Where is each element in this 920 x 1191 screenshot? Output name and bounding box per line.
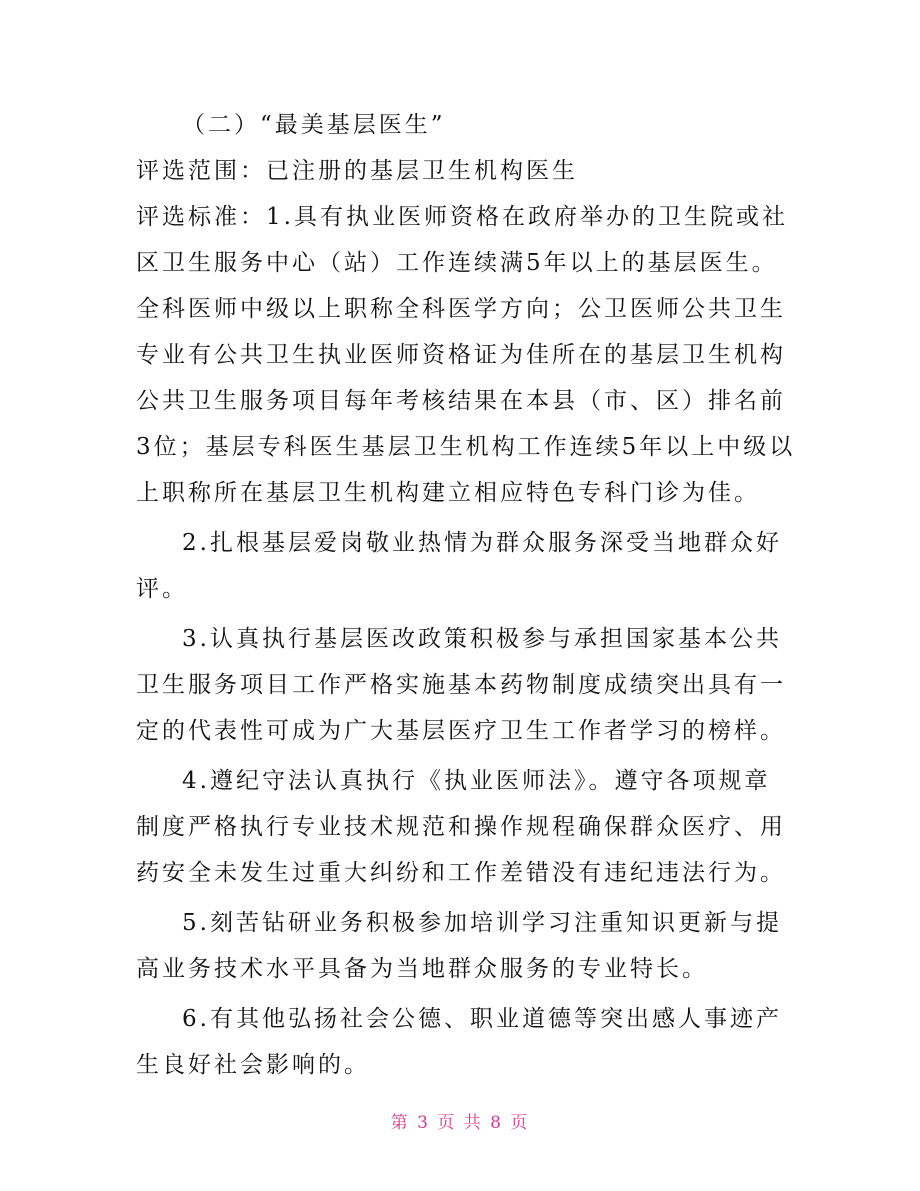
criteria-item-2: 2.扎根基层爱岗敬业热情为群众服务深受当地群众好评。: [136, 530, 782, 602]
criteria-item-5: 5.刻苦钻研业务积极参加培训学习注重知识更新与提高业务技术水平具备为当地群众服务的专业特长。: [136, 910, 782, 982]
selection-scope: 评选范围：已注册的基层卫生机构医生: [136, 158, 578, 184]
section-title: （二）“最美基层医生”: [182, 112, 446, 138]
document-body: [136, 102, 796, 1088]
criteria-item-3: 3.认真执行基层医改政策积极参与承担国家基本公共卫生服务项目工作严格实施基本药物制度成绩突出具有一定的代表性可成为广大基层医疗卫生工作者学习的榜样。: [136, 626, 786, 744]
selection-criteria-intro: 评选标准：1.具有执业医师资格在政府举办的卫生院或社区卫生服务中心（站）工作连续满5年以上的基层医生。全科医师中级以上职称全科医学方向；公卫医师公共卫生专业有公共卫生执业医师资格证为佳所在的基层卫生机构公共卫生服务项目每年考核结果在本县（市、区）排名前3位；基层专科医生基层卫生机构工作连续5年以上中级以上职称所在基层卫生机构建立相应特色专科门诊为佳。: [136, 204, 796, 506]
page-number-label: 第 3 页 共 8 页: [390, 1113, 530, 1133]
criteria-item-4: 4.遵纪守法认真执行《执业医师法》。遵守各项规章制度严格执行专业技术规范和操作规程确保群众医疗、用药安全未发生过重大纠纷和工作差错没有违纪违法行为。: [136, 768, 786, 886]
page-footer: [0, 1108, 920, 1133]
criteria-item-6: 6.有其他弘扬社会公德、职业道德等突出感人事迹产生良好社会影响的。: [136, 1006, 782, 1078]
